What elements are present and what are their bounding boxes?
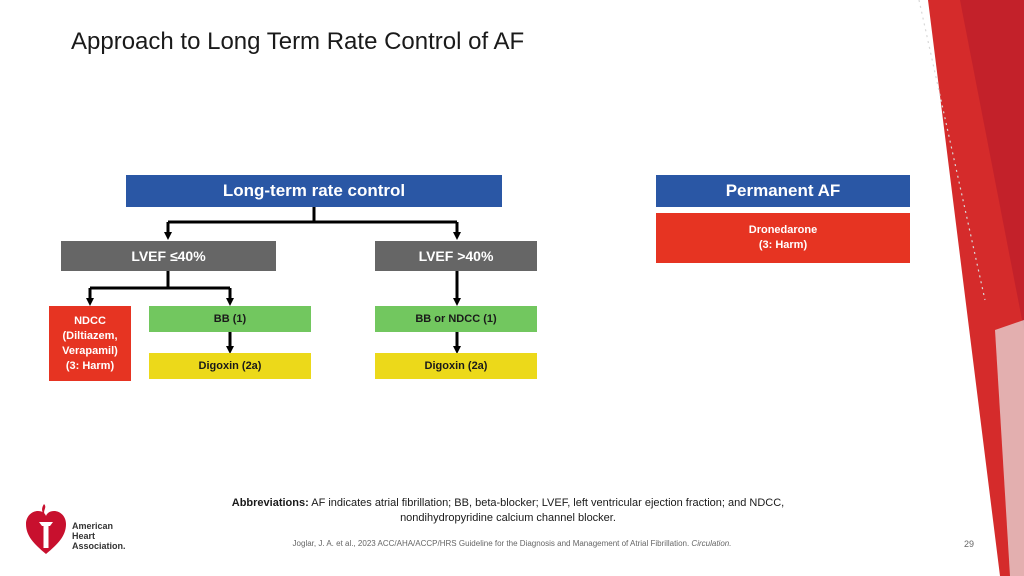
abbreviations-text: AF indicates atrial fibrillation; BB, beta-blocker; LVEF, left ventricular ejection fraction; and NDCC, nondihydropyridine calcium channel blocker. (311, 497, 785, 524)
citation-text: Joglar, J. A. et al., 2023 ACC/AHA/ACCP/HRS Guideline for the Diagnosis and Management of Atrial Fibrillation. (292, 539, 690, 548)
page-number: 29 (964, 539, 975, 549)
aha-wordmark (72, 521, 126, 551)
aha-wordmark-line-1: American (72, 521, 114, 531)
ndcc-line-2: (Diltiazem, (62, 329, 118, 342)
permanent-af-node: Permanent AF (656, 175, 910, 207)
lvef-low-node: LVEF ≤40% (61, 241, 276, 271)
ndcc-line-4: (3: Harm) (65, 359, 115, 372)
abbreviations-label: Abbreviations: (231, 497, 309, 509)
citation-journal: Circulation. (691, 539, 732, 548)
dronedarone-line-2: (3: Harm) (758, 239, 808, 251)
root-node: Long-term rate control (126, 175, 502, 207)
heart-torch-logo-icon (24, 500, 68, 556)
digoxin-left-node: Digoxin (2a) (149, 353, 311, 379)
lvef-high-node: LVEF >40% (375, 241, 537, 271)
ndcc-node (49, 306, 131, 381)
bb-node: BB (1) (149, 306, 311, 332)
aha-wordmark-line-2: Heart (72, 531, 96, 541)
slide-title: Approach to Long Term Rate Control of AF (71, 28, 525, 55)
ndcc-line-3: Verapamil) (62, 344, 118, 357)
citation (200, 539, 824, 548)
ndcc-line-1: NDCC (74, 314, 106, 327)
digoxin-right-node: Digoxin (2a) (375, 353, 537, 379)
abbreviations-note (225, 496, 791, 526)
dronedarone-node (656, 213, 910, 263)
aha-wordmark-line-3: Association. (72, 541, 126, 551)
bb-or-ndcc-node: BB or NDCC (1) (375, 306, 537, 332)
dronedarone-line-1: Dronedarone (748, 224, 818, 236)
